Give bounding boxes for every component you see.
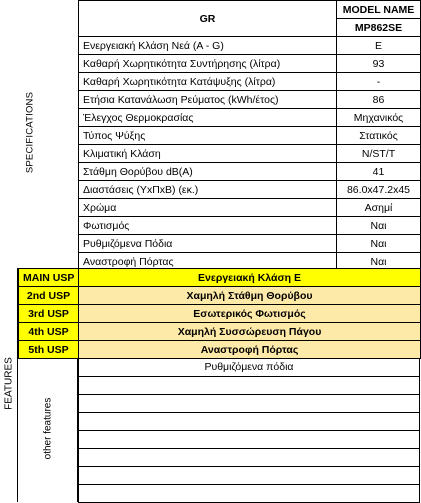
other-features-side-panel — [18, 358, 78, 502]
spec-row — [79, 145, 421, 163]
usp-value: Εσωτερικός Φωτισμός — [79, 305, 421, 323]
other-features-table — [78, 358, 420, 503]
other-feature-cell — [79, 484, 420, 502]
usp-row — [19, 341, 421, 359]
features-side-label: FEATURES — [3, 357, 15, 410]
usp-row — [19, 323, 421, 341]
spec-label: Στάθμη Θορύβου dB(A) — [79, 163, 337, 181]
usp-row-main — [19, 269, 421, 287]
other-feature-row — [79, 448, 420, 466]
other-feature-row — [79, 430, 420, 448]
features-side-panel — [0, 268, 18, 502]
other-feature-cell — [79, 376, 420, 394]
other-features-label: other features — [42, 397, 54, 460]
spec-row — [79, 217, 421, 235]
spec-row — [79, 91, 421, 109]
usp-label: MAIN USP — [19, 269, 79, 287]
other-feature-cell — [79, 448, 420, 466]
spec-value: Ασημί — [337, 199, 421, 217]
other-feature-cell — [79, 430, 420, 448]
spec-row — [79, 109, 421, 127]
spec-row — [79, 55, 421, 73]
spec-row — [79, 235, 421, 253]
spec-value: Ναι — [337, 235, 421, 253]
other-feature-row — [79, 394, 420, 412]
usp-row — [19, 305, 421, 323]
usp-value: Χαμηλή Συσσώρευση Πάγου — [79, 323, 421, 341]
spec-label: Καθαρή Χωρητικότητα Συντήρησης (λίτρα) — [79, 55, 337, 73]
usp-label: 3rd USP — [19, 305, 79, 323]
other-feature-row — [79, 466, 420, 484]
spec-label: Αναστροφή Πόρτας — [79, 253, 337, 271]
other-feature-cell — [79, 394, 420, 412]
other-feature-cell: Ρυθμιζόμενα πόδια — [79, 358, 420, 376]
spec-label: Φωτισμός — [79, 217, 337, 235]
spec-label: Ενεργειακή Κλάση Νεά (A - G) — [79, 37, 337, 55]
usp-row — [19, 287, 421, 305]
usp-label: 5th USP — [19, 341, 79, 359]
spec-value: N/ST/T — [337, 145, 421, 163]
spec-row — [79, 127, 421, 145]
usp-value: Ενεργειακή Κλάση E — [79, 269, 421, 287]
spec-label: Διαστάσεις (ΥxΠxΒ) (εκ.) — [79, 181, 337, 199]
spec-value: 86 — [337, 91, 421, 109]
other-feature-row — [79, 484, 420, 502]
specifications-side-label: SPECIFICATIONS — [24, 91, 36, 174]
spec-value: 86.0x47.2x45 — [337, 181, 421, 199]
gr-header: GR — [79, 1, 337, 37]
spec-label: Ετήσια Κατανάλωση Ρεύματος (kWh/έτος) — [79, 91, 337, 109]
spec-label: Χρώμα — [79, 199, 337, 217]
spec-row — [79, 73, 421, 91]
usp-label: 4th USP — [19, 323, 79, 341]
spec-row — [79, 163, 421, 181]
model-name-header: MODEL NAME — [337, 1, 421, 19]
spec-value: Ναι — [337, 253, 421, 271]
spec-value: E — [337, 37, 421, 55]
spec-value: Στατικός — [337, 127, 421, 145]
other-feature-row — [79, 376, 420, 394]
spec-value: 41 — [337, 163, 421, 181]
specifications-table — [78, 0, 421, 271]
spec-row — [79, 199, 421, 217]
spec-row — [79, 181, 421, 199]
spec-value: 93 — [337, 55, 421, 73]
usp-value: Αναστροφή Πόρτας — [79, 341, 421, 359]
other-feature-cell — [79, 412, 420, 430]
other-feature-row — [79, 412, 420, 430]
spec-label: Τύπος Ψύξης — [79, 127, 337, 145]
spec-value: Μηχανικός — [337, 109, 421, 127]
usp-table — [18, 268, 421, 359]
model-code: MP862SE — [337, 19, 421, 37]
spec-row — [79, 37, 421, 55]
specifications-side-panel — [0, 0, 78, 268]
spec-label: Καθαρή Χωρητικότητα Κατάψυξης (λίτρα) — [79, 73, 337, 91]
spec-value: Ναι — [337, 217, 421, 235]
usp-value: Χαμηλή Στάθμη Θορύβου — [79, 287, 421, 305]
usp-label: 2nd USP — [19, 287, 79, 305]
other-feature-cell — [79, 466, 420, 484]
spec-label: Ρυθμιζόμενα Πόδια — [79, 235, 337, 253]
spec-label: Έλεγχος Θερμοκρασίας — [79, 109, 337, 127]
spec-value: - — [337, 73, 421, 91]
other-feature-row — [79, 358, 420, 376]
spec-label: Κλιματική Κλάση — [79, 145, 337, 163]
